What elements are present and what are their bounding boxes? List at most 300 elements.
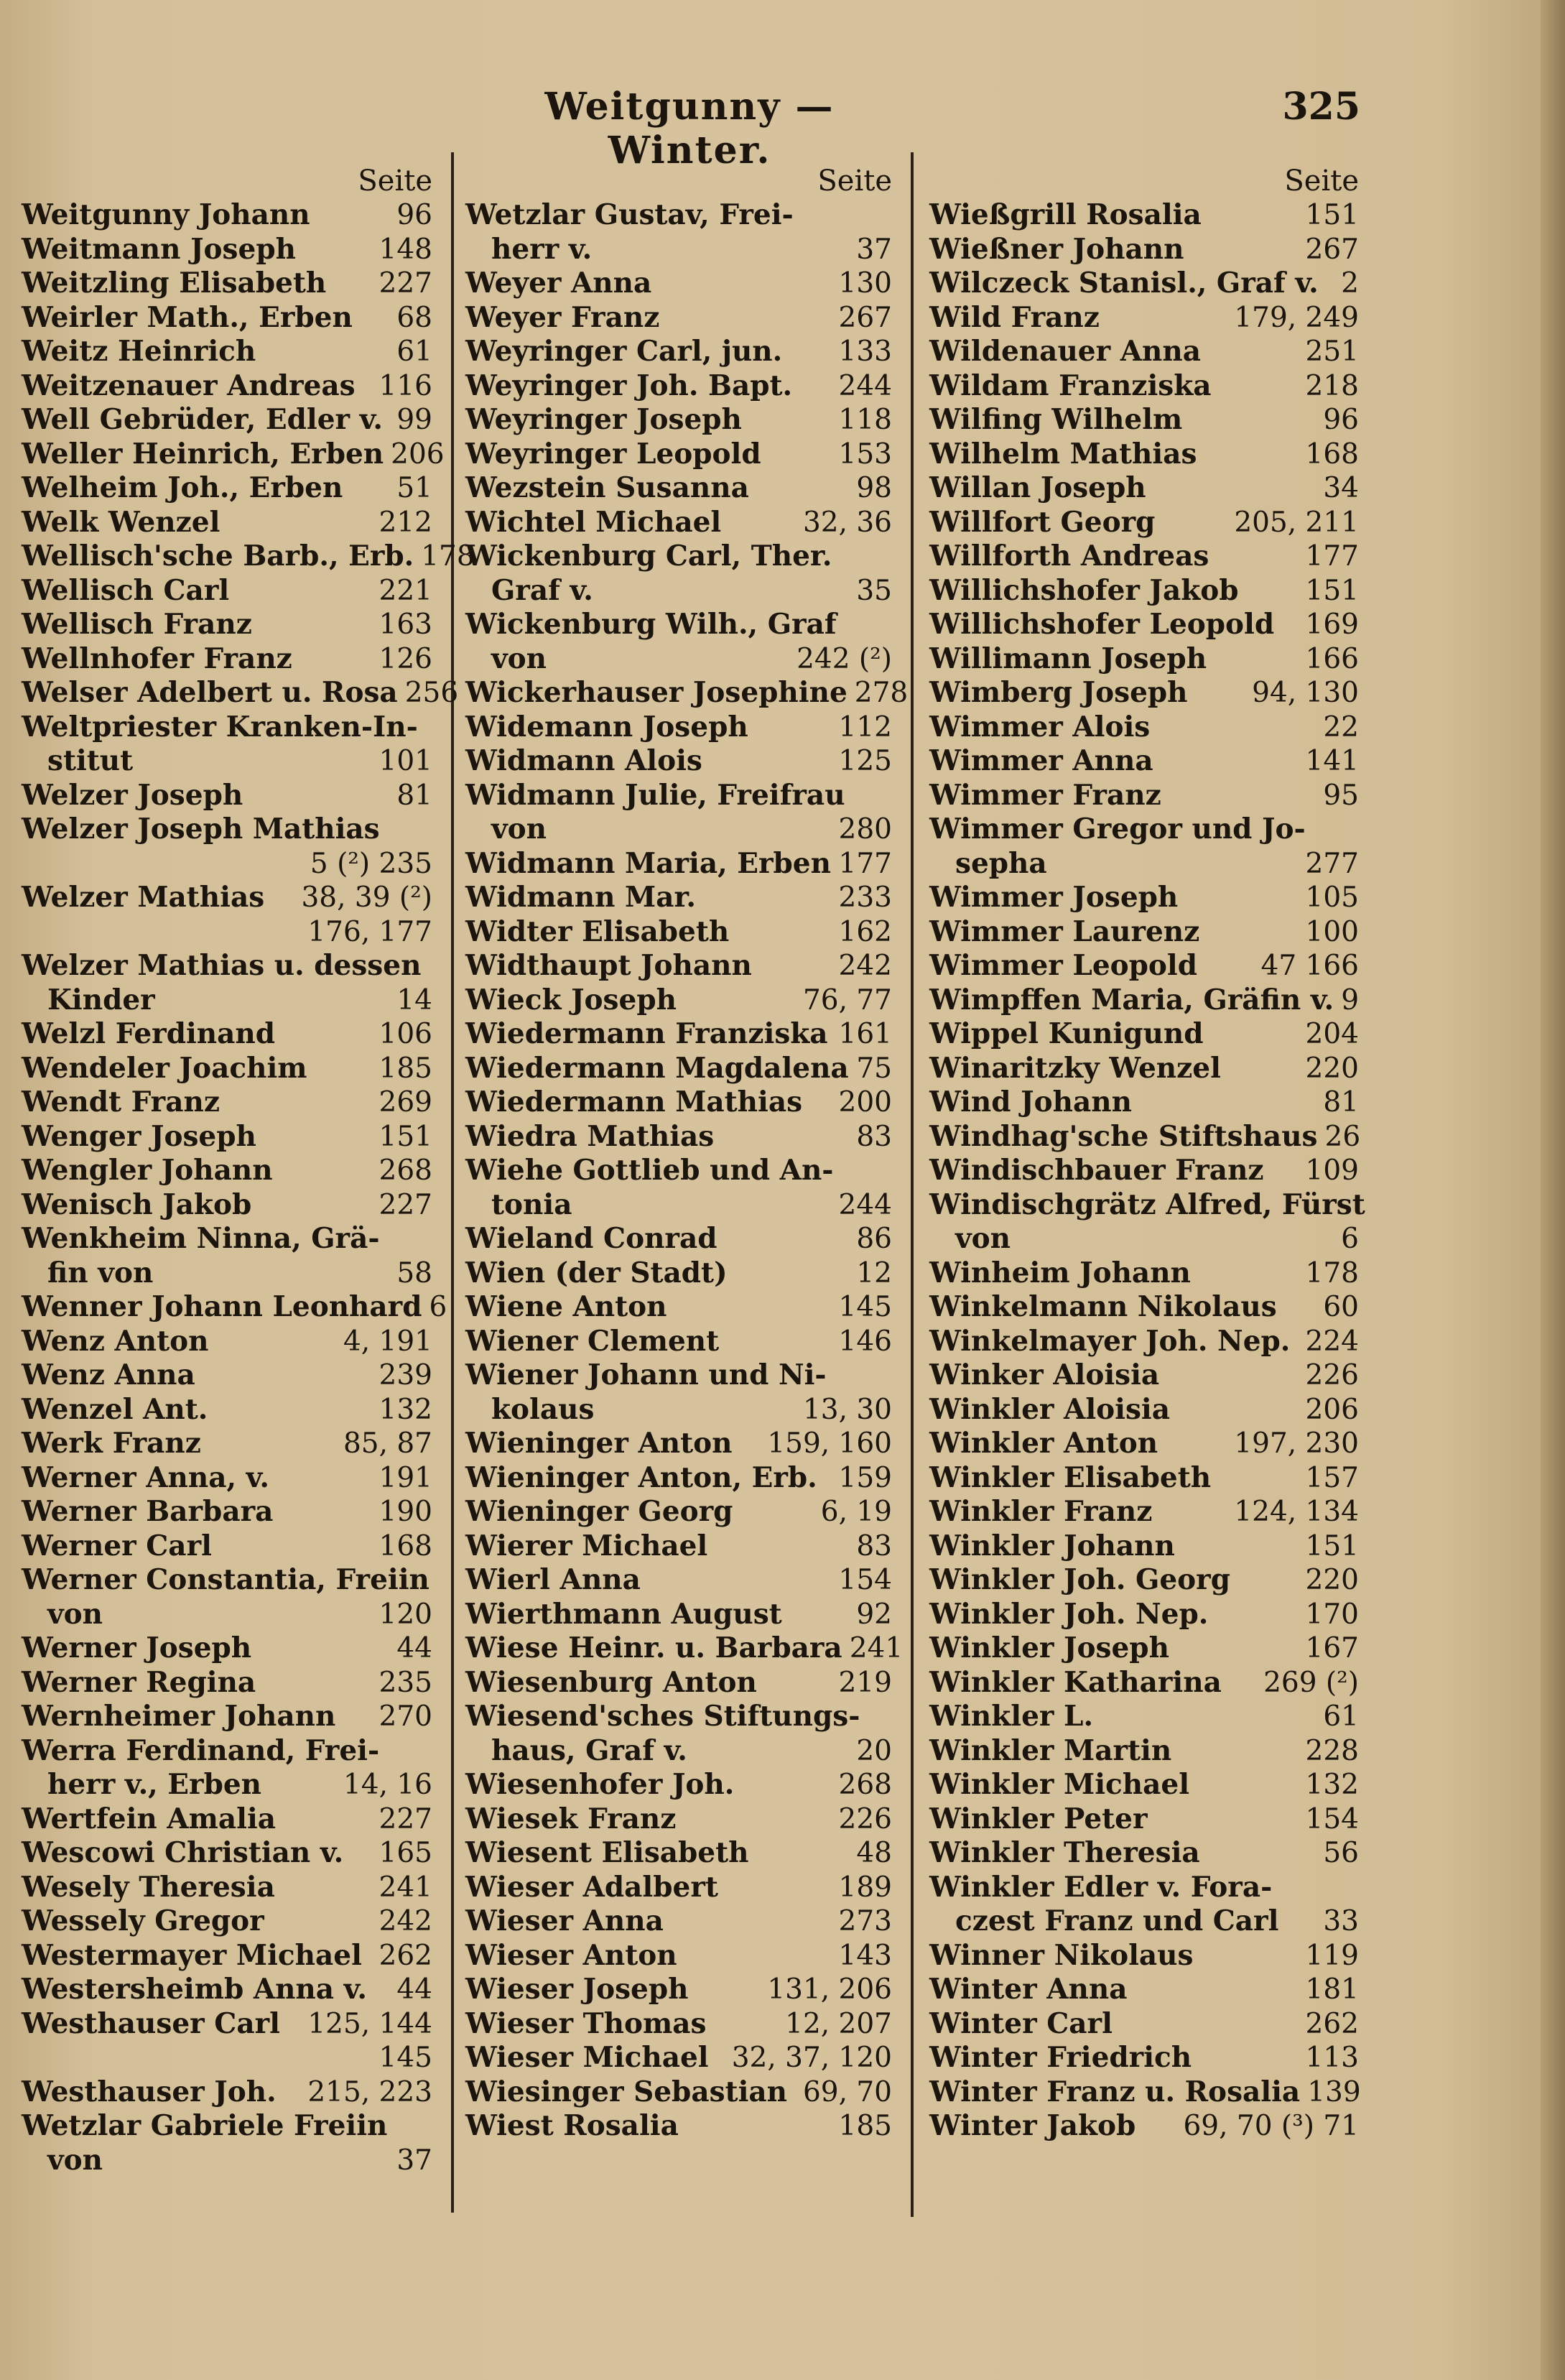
index-entry [929, 437, 1365, 472]
entry-name: Weyer Franz [465, 300, 660, 334]
entry-pages: 38, 39 (²) [301, 881, 432, 914]
index-entry [929, 1904, 1365, 1939]
entry-name: Wiesek Franz [465, 1802, 677, 1835]
entry-pages: 124, 134 [1234, 1496, 1359, 1528]
entry-pages: 270 [379, 1700, 432, 1733]
entry-name: Wiesend'sches Stiftungs- [465, 1700, 860, 1733]
index-entry [465, 2075, 898, 2110]
entry-pages: 132 [1305, 1769, 1359, 1801]
index-entry [465, 642, 898, 677]
entry-pages: 145 [379, 2042, 432, 2074]
index-entry [465, 437, 898, 472]
index-entry [465, 1495, 898, 1529]
entry-name: Winkler Peter [929, 1802, 1148, 1835]
entry-pages: 113 [1305, 2042, 1359, 2074]
entry-name: Wimmer Gregor und Jo- [929, 812, 1306, 846]
entry-pages: 205, 211 [1234, 506, 1359, 539]
entry-pages: 130 [838, 267, 892, 300]
entry-name: Wellisch Franz [22, 608, 252, 641]
entry-name: Widmann Julie, Freifrau [465, 778, 845, 812]
index-entry [929, 574, 1365, 608]
entry-name: Wiener Johann und Ni- [465, 1358, 827, 1392]
index-entry [465, 471, 898, 506]
entry-pages: 179, 249 [1234, 301, 1359, 334]
entry-pages: 241 [379, 1871, 432, 1904]
entry-pages: 159, 160 [767, 1427, 892, 1460]
entry-name: Wien (der Stadt) [465, 1256, 728, 1289]
entry-name: Wieser Anna [465, 1904, 664, 1937]
index-entry [929, 471, 1365, 506]
index-entry [22, 983, 438, 1018]
index-entry [929, 1188, 1365, 1223]
entry-pages: 227 [379, 267, 432, 300]
entry-name: Wimberg Joseph [929, 676, 1188, 709]
entry-pages: 37 [396, 2144, 432, 2177]
entry-name: Willimann Joseph [929, 642, 1207, 675]
index-entry [929, 1290, 1365, 1325]
entry-pages: 226 [838, 1802, 892, 1835]
entry-list [929, 198, 1365, 2144]
entry-pages: 242 (²) [797, 642, 892, 675]
entry-name: Wenger Joseph [22, 1119, 256, 1153]
entry-pages: 242 [838, 950, 892, 982]
entry-name: Welzer Joseph [22, 778, 243, 812]
entry-name: Winter Jakob [929, 2109, 1136, 2142]
index-entry [22, 574, 438, 608]
index-entry [465, 779, 898, 813]
entry-name: Wieser Anton [465, 1938, 677, 1972]
index-entry [22, 1598, 438, 1632]
entry-pages: 170 [1305, 1598, 1359, 1631]
entry-pages: 32, 37, 120 [731, 2042, 892, 2074]
index-entry [929, 403, 1365, 437]
index-entry [929, 2041, 1365, 2075]
entry-name: Winkler Edler v. Fora- [929, 1870, 1273, 1904]
index-entry [465, 915, 898, 950]
entry-pages: 157 [1305, 1461, 1359, 1494]
index-entry [22, 1802, 438, 1837]
column-heading: Seite [358, 165, 432, 198]
index-entry [22, 2144, 438, 2178]
entry-name: Wertfein Amalia [22, 1802, 277, 1835]
index-entry [465, 1871, 898, 1905]
entry-name: Wieland Conrad [465, 1222, 718, 1255]
entry-pages: 206 [391, 437, 445, 471]
entry-pages: 168 [1305, 437, 1359, 471]
entry-pages: 94, 130 [1252, 677, 1359, 709]
index-entry [465, 744, 898, 779]
index-entry [22, 642, 438, 677]
index-entry [929, 1427, 1365, 1461]
entry-name: Weitzling Elisabeth [22, 267, 327, 300]
entry-name: Weitzenauer Andreas [22, 369, 356, 402]
entry-pages: 56 [1323, 1837, 1359, 1869]
entry-name: Wippel Kunigund [929, 1017, 1204, 1050]
entry-pages: 220 [1305, 1052, 1359, 1085]
index-entry [465, 1154, 898, 1188]
column-heading: Seite [1284, 165, 1359, 198]
entry-pages: 141 [1305, 745, 1359, 777]
index-entry [22, 2109, 438, 2144]
entry-name: Werner Joseph [22, 1631, 252, 1664]
entry-name: Widmann Maria, Erben [465, 846, 831, 880]
entry-name: Weyringer Carl, jun. [465, 335, 783, 368]
index-entry [465, 1666, 898, 1700]
index-entry [22, 915, 438, 950]
index-entry [929, 1495, 1365, 1529]
entry-name: Wieninger Anton [465, 1427, 733, 1460]
index-entry [465, 335, 898, 369]
entry-name: Wenz Anna [22, 1358, 195, 1392]
entry-pages: 26 [1324, 1120, 1361, 1153]
entry-pages: 47 166 [1260, 950, 1359, 982]
index-entry [22, 301, 438, 335]
entry-name: Wimmer Alois [929, 710, 1151, 744]
entry-name: kolaus [491, 1392, 595, 1426]
entry-name: Weitz Heinrich [22, 335, 256, 368]
entry-name: Wierl Anna [465, 1563, 641, 1596]
entry-name: Wimpffen Maria, Gräfin v. [929, 983, 1334, 1017]
index-entry [22, 1529, 438, 1564]
index-entry [22, 540, 475, 574]
entry-name: Weyer Anna [465, 267, 652, 300]
index-entry [465, 2007, 898, 2042]
entry-name: Wieser Thomas [465, 2006, 707, 2040]
index-entry [929, 198, 1365, 233]
index-column-2 [465, 164, 909, 2144]
entry-pages: 197, 230 [1234, 1427, 1359, 1460]
entry-pages: 4, 191 [343, 1325, 432, 1358]
entry-pages: 83 [856, 1529, 892, 1562]
entry-name: Wiedra Mathias [465, 1119, 715, 1153]
column-divider [451, 152, 454, 2213]
entry-name: Wenner Johann Leonhard [22, 1290, 422, 1323]
index-entry [465, 1188, 898, 1223]
index-entry [929, 779, 1365, 813]
entry-name: von [491, 642, 547, 675]
entry-name: Wiesenburg Anton [465, 1665, 757, 1699]
index-entry [929, 1017, 1365, 1052]
index-entry [929, 2075, 1365, 2110]
entry-name: Wieser Adalbert [465, 1870, 718, 1904]
index-entry [22, 2007, 438, 2042]
entry-name: Wickenburg Wilh., Graf [465, 608, 837, 641]
index-entry [22, 437, 445, 472]
index-entry [929, 983, 1365, 1018]
entry-name: Winkler Johann [929, 1529, 1175, 1562]
entry-name: Wichtel Michael [465, 505, 722, 539]
index-entry [22, 1358, 438, 1393]
entry-name: Windischgrätz Alfred, Fürst [929, 1187, 1365, 1221]
entry-name: Weitgunny Johann [22, 198, 310, 231]
index-entry [465, 1768, 898, 1802]
entry-name: Weller Heinrich, Erben [22, 437, 384, 471]
entry-name: Wetzlar Gustav, Frei- [465, 198, 794, 231]
entry-pages: 262 [379, 1939, 432, 1972]
entry-pages: 176, 177 [307, 915, 432, 948]
index-entry [22, 1325, 438, 1359]
entry-name: Weitmann Joseph [22, 232, 296, 266]
entry-name: Winkler Aloisia [929, 1392, 1171, 1426]
entry-pages: 145 [838, 1291, 892, 1323]
index-entry [465, 1631, 904, 1666]
entry-name: Wilfing Wilhelm [929, 403, 1183, 436]
entry-pages: 92 [856, 1598, 892, 1631]
entry-name: Wimmer Laurenz [929, 915, 1200, 948]
index-entry [465, 949, 898, 983]
entry-pages: 61 [396, 335, 432, 368]
index-entry [22, 710, 438, 745]
index-entry [22, 1939, 438, 1973]
index-entry [929, 710, 1365, 745]
index-entry [465, 1904, 898, 1939]
page-header [0, 85, 1565, 172]
index-entry [929, 1631, 1365, 1666]
entry-name: stitut [47, 744, 134, 777]
entry-pages: 226 [1305, 1359, 1359, 1392]
entry-name: Welk Wenzel [22, 505, 220, 539]
entry-pages: 206 [1305, 1393, 1359, 1426]
index-entry [465, 608, 898, 642]
index-entry [929, 1325, 1365, 1359]
index-entry [929, 506, 1365, 540]
index-entry [22, 471, 438, 506]
entry-name: Welzer Joseph Mathias [22, 812, 380, 846]
entry-pages: 20 [856, 1734, 892, 1767]
entry-name: Winker Aloisia [929, 1358, 1160, 1392]
index-entry [465, 403, 898, 437]
index-entry [465, 369, 898, 404]
entry-pages: 269 (²) [1263, 1666, 1359, 1699]
entry-pages: 96 [1323, 404, 1359, 436]
index-entry [929, 2109, 1365, 2144]
index-entry [465, 1256, 898, 1291]
entry-name: Wengler Johann [22, 1154, 273, 1187]
entry-name: Willfort Georg [929, 505, 1156, 539]
entry-pages: 86 [856, 1223, 892, 1255]
index-entry [465, 1802, 898, 1837]
entry-pages: 219 [838, 1666, 892, 1699]
index-entry [22, 847, 438, 881]
entry-pages: 165 [379, 1837, 432, 1869]
entry-pages: 100 [1305, 915, 1359, 948]
entry-name: Wenz Anton [22, 1324, 209, 1358]
index-entry [22, 1700, 438, 1734]
entry-pages: 273 [838, 1905, 892, 1937]
entry-name: Winkler Anton [929, 1427, 1158, 1460]
index-entry [22, 1222, 438, 1256]
index-entry [22, 1871, 438, 1905]
entry-pages: 154 [1305, 1802, 1359, 1835]
index-entry [465, 1700, 898, 1734]
entry-pages: 154 [838, 1564, 892, 1596]
index-entry [929, 1461, 1365, 1496]
page-edge-shadow [1541, 0, 1565, 2380]
entry-name: Wierer Michael [465, 1529, 708, 1562]
index-entry [929, 1700, 1365, 1734]
index-entry [929, 1802, 1365, 1837]
index-entry [465, 1358, 898, 1393]
entry-pages: 126 [379, 642, 432, 675]
entry-name: Wieser Joseph [465, 1973, 689, 2006]
index-entry [465, 1598, 898, 1632]
index-entry [465, 1973, 898, 2007]
index-entry [929, 642, 1365, 677]
index-entry [465, 1734, 898, 1769]
index-entry [465, 233, 898, 267]
entry-pages: 101 [379, 745, 432, 777]
entry-pages: 244 [838, 1188, 892, 1221]
entry-name: Welzer Mathias u. dessen [22, 949, 422, 982]
index-entry [465, 1222, 898, 1256]
index-entry [929, 915, 1365, 950]
index-entry [22, 267, 438, 301]
entry-name: Weltpriester Kranken-In- [22, 710, 418, 744]
entry-pages: 239 [379, 1359, 432, 1392]
entry-name: Weirler Math., Erben [22, 300, 353, 334]
entry-name: Winkler Joseph [929, 1631, 1169, 1664]
index-entry [22, 2041, 438, 2075]
entry-name: Willichshofer Leopold [929, 608, 1275, 641]
index-entry [929, 1768, 1365, 1802]
entry-name: Winkler Elisabeth [929, 1460, 1212, 1494]
index-entry [465, 2041, 898, 2075]
index-entry [22, 608, 438, 642]
index-entry [929, 1120, 1365, 1154]
entry-pages: 185 [379, 1052, 432, 1085]
index-entry [22, 676, 459, 710]
entry-pages: 227 [379, 1802, 432, 1835]
entry-name: Wetzlar Gabriele Freiin [22, 2109, 388, 2142]
entry-list [465, 198, 909, 2144]
index-entry [22, 1120, 438, 1154]
entry-pages: 69, 70 (³) 71 [1183, 2110, 1359, 2142]
entry-pages: 241 [849, 1632, 904, 1664]
entry-name: Wimmer Leopold [929, 949, 1198, 982]
entry-pages: 81 [1323, 1086, 1359, 1119]
entry-pages: 221 [379, 574, 432, 607]
entry-name: von [491, 812, 547, 846]
entry-pages: 228 [1305, 1734, 1359, 1767]
entry-pages: 177 [1305, 540, 1359, 573]
entry-name: Wellisch'sche Barb., Erb. [22, 540, 414, 573]
index-entry [22, 1461, 438, 1496]
index-entry [465, 710, 898, 745]
index-entry [929, 2007, 1365, 2042]
index-entry [22, 744, 438, 779]
entry-name: Windischbauer Franz [929, 1154, 1264, 1187]
entry-pages: 143 [838, 1939, 892, 1972]
entry-name: Wiedermann Franziska [465, 1017, 828, 1050]
entry-pages: 159 [838, 1461, 892, 1494]
entry-name: Wellisch Carl [22, 573, 230, 607]
entry-name: Widter Elisabeth [465, 915, 730, 948]
entry-name: Wieser Michael [465, 2041, 709, 2074]
entry-pages: 267 [838, 301, 892, 334]
index-entry [929, 540, 1365, 574]
entry-name: tonia [491, 1187, 572, 1221]
index-entry [929, 1052, 1365, 1086]
index-entry [465, 1393, 898, 1427]
entry-pages: 109 [1305, 1154, 1359, 1187]
entry-pages: 212 [379, 506, 432, 539]
index-entry [929, 1085, 1365, 1120]
entry-name: Wieninger Anton, Erb. [465, 1460, 817, 1494]
entry-name: Winaritzky Wenzel [929, 1051, 1221, 1085]
index-entry [22, 369, 438, 404]
entry-name: Winkler Joh. Nep. [929, 1597, 1209, 1631]
index-entry [22, 403, 438, 437]
entry-name: Weyringer Joh. Bapt. [465, 369, 793, 402]
entry-name: Winheim Johann [929, 1256, 1191, 1289]
index-entry [22, 881, 438, 915]
entry-pages: 233 [838, 881, 892, 914]
entry-pages: 132 [379, 1393, 432, 1426]
entry-name: Wickerhauser Josephine [465, 676, 847, 709]
index-entry [929, 1973, 1365, 2007]
entry-name: Wezstein Susanna [465, 471, 749, 504]
entry-name: Wild Franz [929, 300, 1100, 334]
entry-name: Winter Anna [929, 1973, 1128, 2006]
index-entry [465, 1427, 898, 1461]
entry-name: Weyringer Leopold [465, 437, 761, 471]
entry-name: Winkler Martin [929, 1733, 1172, 1767]
entry-pages: 119 [1305, 1939, 1359, 1972]
index-entry [929, 1666, 1365, 1700]
index-entry [22, 1666, 438, 1700]
index-entry [22, 1734, 438, 1769]
index-entry [465, 676, 909, 710]
entry-pages: 14 [396, 983, 432, 1017]
entry-pages: 178 [1305, 1256, 1359, 1289]
entry-pages: 244 [838, 369, 892, 402]
entry-pages: 48 [856, 1837, 892, 1869]
entry-pages: 99 [396, 404, 432, 436]
index-entry [22, 779, 438, 813]
entry-pages: 95 [1323, 779, 1359, 812]
entry-name: Wendt Franz [22, 1085, 220, 1119]
entry-name: Wilhelm Mathias [929, 437, 1197, 471]
entry-name: von [47, 1597, 103, 1631]
entry-pages: 85, 87 [343, 1427, 432, 1460]
running-title: Weitgunny — Winter. [544, 85, 835, 172]
entry-pages: 116 [379, 369, 432, 402]
index-entry [22, 1154, 438, 1188]
entry-name: von [955, 1222, 1011, 1255]
entry-name: Wimmer Anna [929, 744, 1153, 777]
entry-pages: 106 [379, 1018, 432, 1050]
index-entry [22, 1563, 438, 1598]
entry-name: Weyringer Joseph [465, 403, 742, 436]
entry-pages: 44 [396, 1973, 432, 2006]
entry-pages: 218 [1305, 369, 1359, 402]
entry-pages: 75 [856, 1052, 892, 1085]
entry-pages: 69, 70 [802, 2075, 892, 2108]
index-entry [22, 335, 438, 369]
entry-pages: 204 [1305, 1018, 1359, 1050]
entry-name: Wimmer Joseph [929, 881, 1179, 914]
entry-pages: 151 [1305, 574, 1359, 607]
entry-pages: 162 [838, 915, 892, 948]
entry-name: Werner Anna, v. [22, 1460, 269, 1494]
index-entry [929, 1393, 1365, 1427]
entry-name: Winkler Michael [929, 1768, 1190, 1801]
entry-name: Wiesent Elisabeth [465, 1836, 749, 1869]
index-entry [929, 1563, 1365, 1598]
index-entry [465, 1120, 898, 1154]
entry-pages: 105 [1305, 881, 1359, 914]
entry-name: Wiesenhofer Joh. [465, 1768, 735, 1801]
